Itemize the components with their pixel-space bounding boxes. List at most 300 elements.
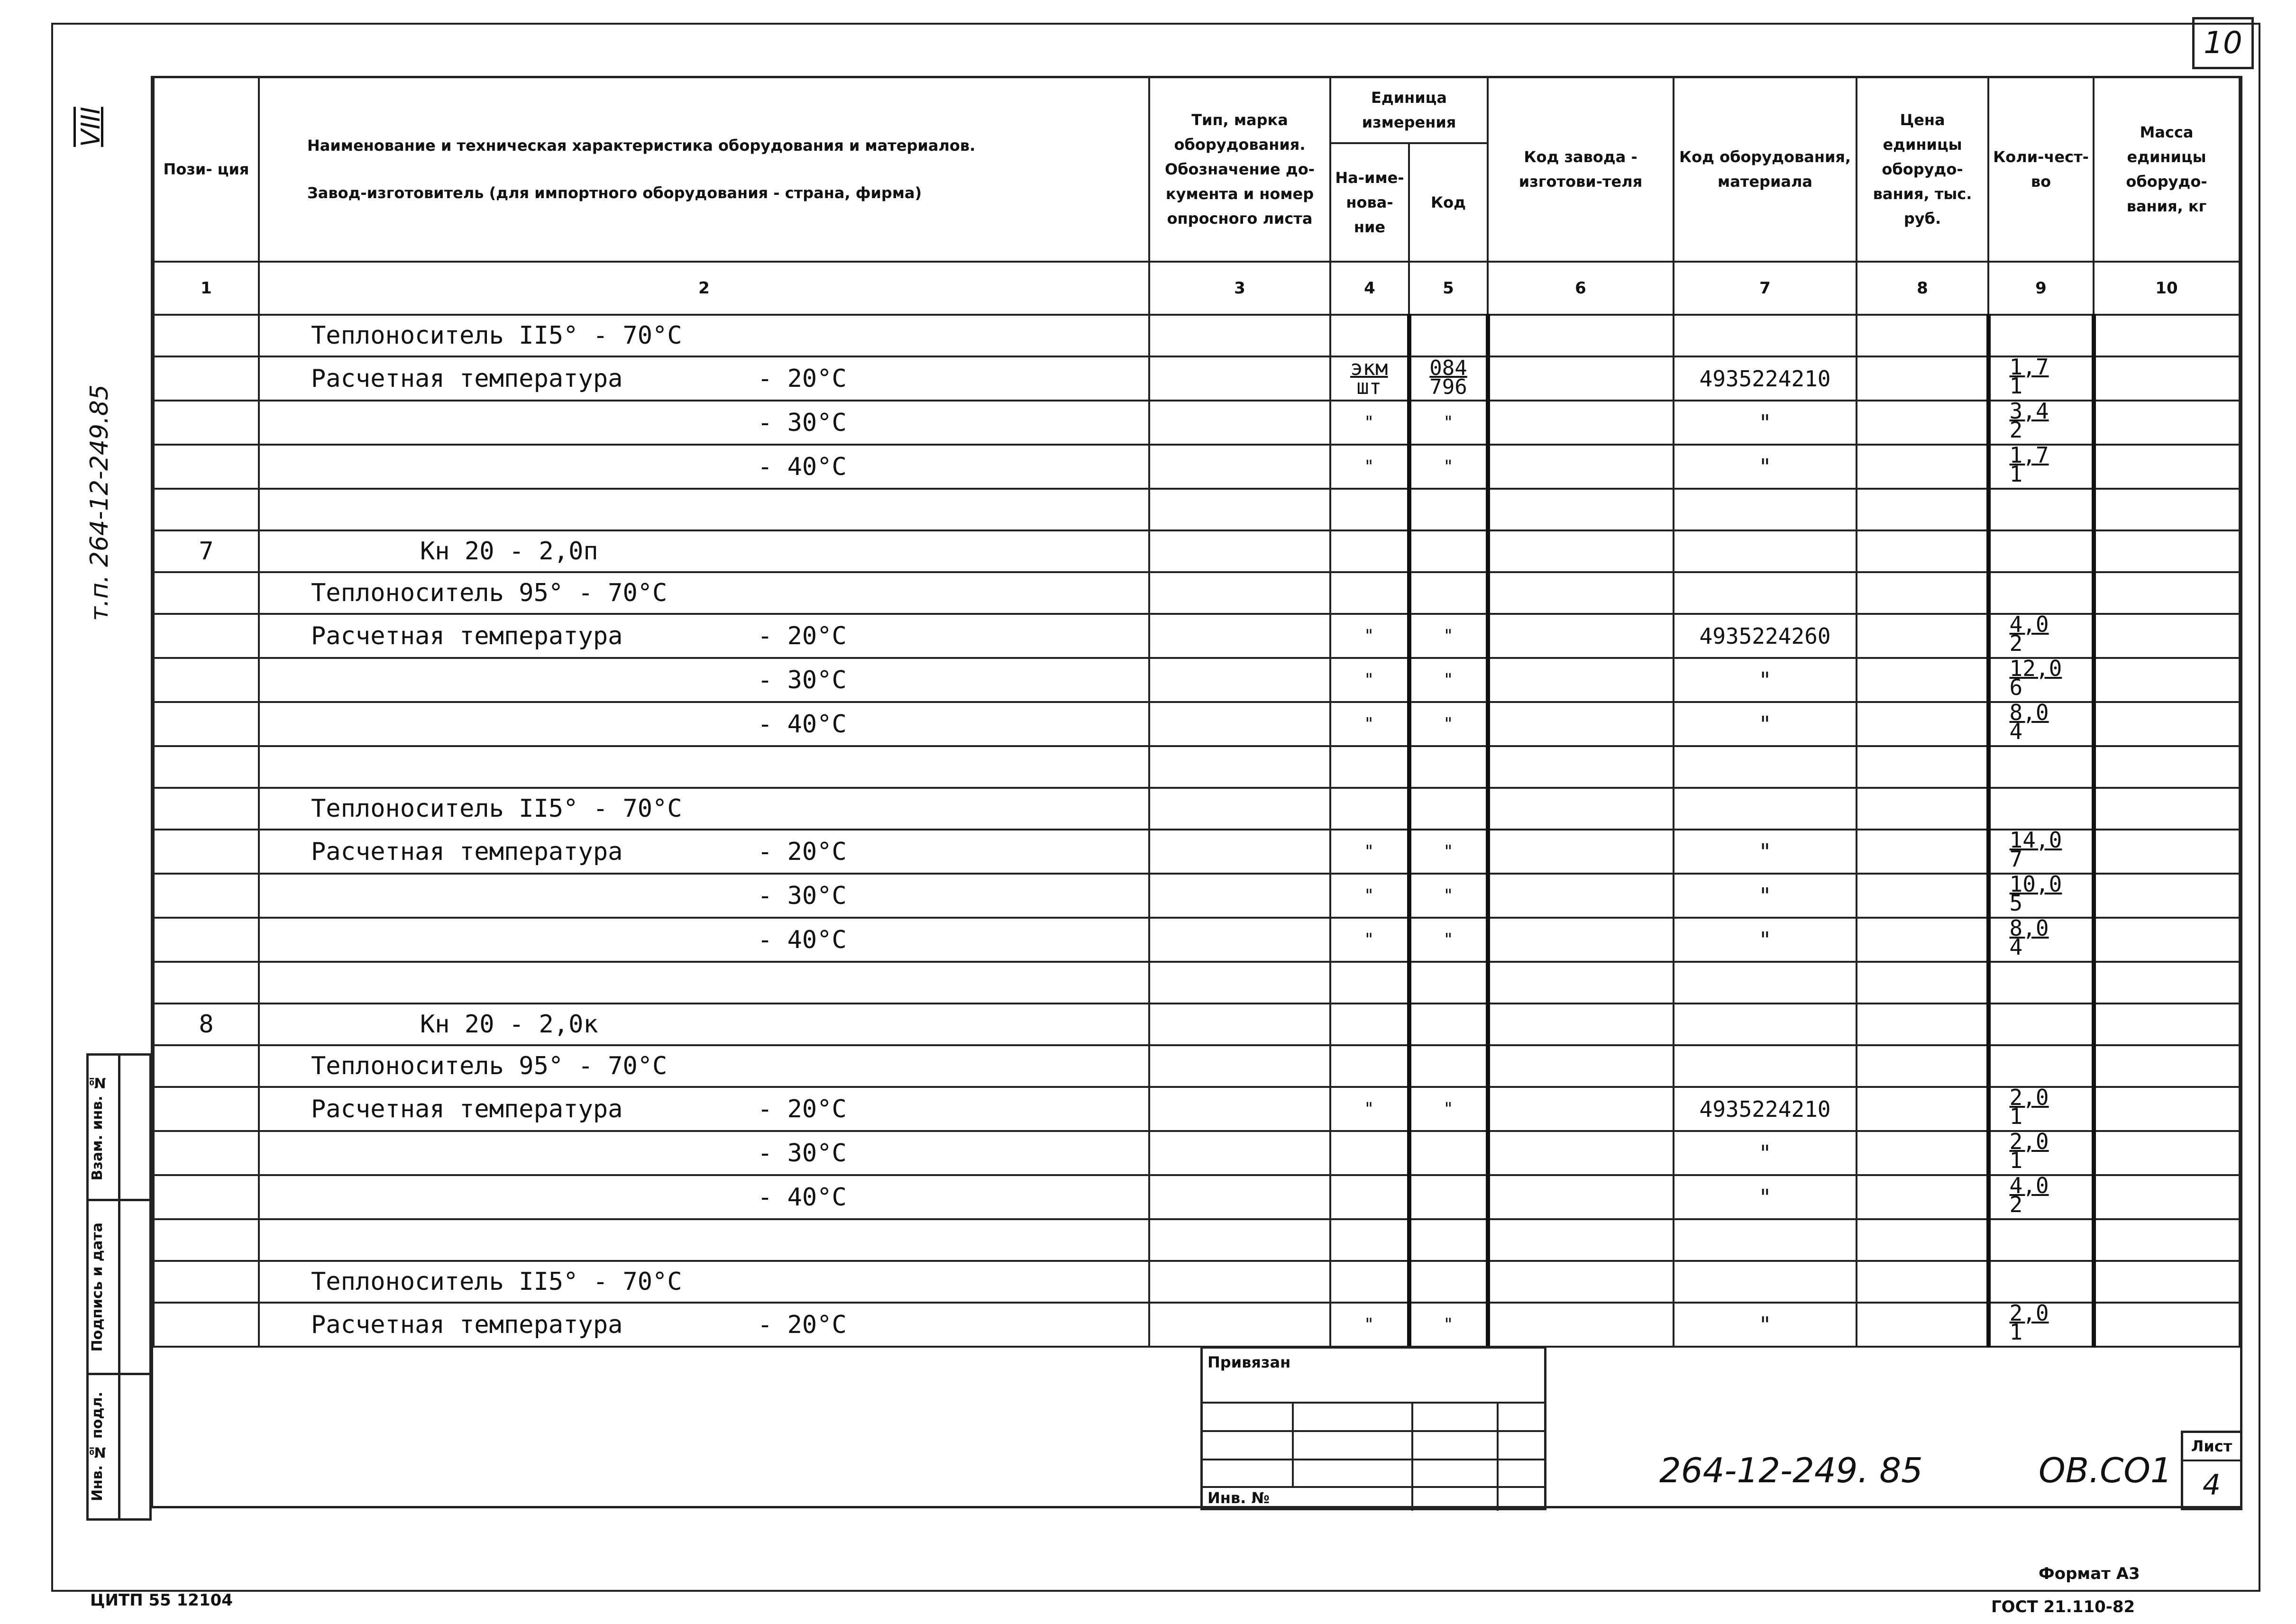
cell-unit-name (1330, 788, 1409, 830)
cell-position (154, 1045, 259, 1087)
inv-label: Инв. № (1207, 1489, 1270, 1507)
cell-price (1857, 746, 1988, 788)
cell-position (154, 1087, 259, 1131)
quantity-count: 4 (2009, 934, 2023, 960)
cell-position (154, 401, 259, 445)
header-mass: Масса единицы оборудо-вания, кг (2094, 77, 2240, 262)
code-bottom: 796 (1429, 375, 1467, 399)
name-text (264, 753, 311, 781)
temperature-text: - 40°C (758, 452, 847, 481)
cell-price (1857, 315, 1988, 356)
stamp-signature-date: Подпись и дата (89, 1222, 106, 1352)
cell-equipment-code: 4935224210 (1674, 1087, 1857, 1131)
cell-unit-code: " (1409, 918, 1488, 962)
quantity-count: 1 (2009, 461, 2023, 487)
name-text (264, 882, 311, 910)
col-num: 1 (154, 262, 259, 315)
cell-unit-name (1330, 1175, 1409, 1219)
cell-unit-code (1409, 315, 1488, 356)
cell-equipment-code: " (1674, 1175, 1857, 1219)
temperature-text: - 30°C (758, 1139, 847, 1168)
cell-plant-code (1488, 1261, 1674, 1303)
table-row (154, 918, 2240, 962)
cell-quantity (1988, 1303, 2094, 1347)
cell-plant-code (1488, 962, 1674, 1004)
quantity-total: 2,0 (2009, 1303, 2049, 1326)
cell-equipment-code: 4935224260 (1674, 614, 1857, 658)
table-row (154, 746, 2240, 788)
name-text (264, 968, 311, 997)
cell-type (1149, 572, 1330, 614)
cell-position (154, 830, 259, 874)
table-row (154, 1131, 2240, 1175)
quantity-total: 1,7 (2009, 445, 2049, 468)
table-row (154, 1175, 2240, 1219)
cell-plant-code (1488, 401, 1674, 445)
cell-plant-code (1488, 874, 1674, 918)
cell-mass (2094, 918, 2240, 962)
cell-unit-name: " (1330, 874, 1409, 918)
table-row (154, 445, 2240, 489)
cell-unit-name (1330, 746, 1409, 788)
cell-equipment-code (1674, 530, 1857, 572)
privyazan-label: Привязан (1207, 1353, 1291, 1371)
cell-name (259, 874, 1149, 918)
table-row (154, 401, 2240, 445)
cell-type (1149, 1131, 1330, 1175)
table-row (154, 530, 2240, 572)
cell-plant-code (1488, 658, 1674, 702)
table-row (154, 1045, 2240, 1087)
col-num: 5 (1409, 262, 1488, 315)
left-stamp (86, 1053, 152, 1521)
cell-position (154, 315, 259, 356)
specification-table (153, 76, 2241, 1348)
header-price: Цена единицы оборудо-вания, тыс. руб. (1857, 77, 1988, 262)
cell-name (259, 830, 1149, 874)
header-quantity: Коли-чест-во (1988, 77, 2094, 262)
cell-name (259, 788, 1149, 830)
cell-plant-code (1488, 445, 1674, 489)
cell-price (1857, 401, 1988, 445)
cell-name (259, 918, 1149, 962)
cell-equipment-code (1674, 962, 1857, 1004)
cell-mass (2094, 572, 2240, 614)
col-num: 8 (1857, 262, 1988, 315)
quantity-total: 4,0 (2009, 614, 2049, 637)
cell-type (1149, 702, 1330, 746)
cell-position: 7 (154, 530, 259, 572)
cell-plant-code (1488, 530, 1674, 572)
cell-type (1149, 1261, 1330, 1303)
quantity-count: 6 (2009, 675, 2023, 700)
temperature-text: - 40°C (758, 925, 847, 954)
cell-name (259, 315, 1149, 356)
quantity-total: 8,0 (2009, 918, 2049, 941)
quantity-count: 5 (2009, 890, 2023, 916)
cell-type (1149, 746, 1330, 788)
cell-mass (2094, 1045, 2240, 1087)
cell-type (1149, 1087, 1330, 1131)
quantity-count: 1 (2009, 1148, 2023, 1173)
cell-unit-code (1409, 1175, 1488, 1219)
cell-mass (2094, 1004, 2240, 1045)
cell-name (259, 445, 1149, 489)
header-equipment-code: Код оборудования, материала (1674, 77, 1857, 262)
cell-quantity (1988, 530, 2094, 572)
cell-type (1149, 1045, 1330, 1087)
cell-type (1149, 874, 1330, 918)
cell-quantity (1988, 401, 2094, 445)
cell-position (154, 614, 259, 658)
table-row (154, 1219, 2240, 1261)
cell-unit-name (1330, 1131, 1409, 1175)
cell-plant-code (1488, 1219, 1674, 1261)
name-text: Расчетная температура (311, 1095, 623, 1123)
temperature-text: - 30°C (758, 666, 847, 694)
cell-unit-code: " (1409, 702, 1488, 746)
cell-mass (2094, 702, 2240, 746)
cell-mass (2094, 356, 2240, 401)
cell-mass (2094, 489, 2240, 530)
name-text (264, 453, 311, 481)
quantity-count: 1 (2009, 1319, 2023, 1345)
cell-type (1149, 530, 1330, 572)
cell-price (1857, 1004, 1988, 1045)
temperature-text: - 20°C (758, 837, 847, 866)
gost-label: ГОСТ 21.110-82 (1991, 1597, 2135, 1616)
cell-type (1149, 1175, 1330, 1219)
cell-type (1149, 1004, 1330, 1045)
name-text (264, 710, 311, 739)
cell-quantity (1988, 614, 2094, 658)
cell-quantity (1988, 918, 2094, 962)
cell-quantity (1988, 1004, 2094, 1045)
cell-plant-code (1488, 1131, 1674, 1175)
quantity-total: 10,0 (2009, 874, 2062, 897)
name-text (264, 495, 311, 524)
cell-unit-code (1409, 746, 1488, 788)
cell-position (154, 1175, 259, 1219)
table-row (154, 658, 2240, 702)
cell-equipment-code (1674, 489, 1857, 530)
cell-unit-name: " (1330, 658, 1409, 702)
cell-position (154, 1219, 259, 1261)
cell-position: 8 (154, 1004, 259, 1045)
cell-unit-name (1330, 315, 1409, 356)
cell-quantity (1988, 315, 2094, 356)
cell-mass (2094, 315, 2240, 356)
col-num: 10 (2094, 262, 2240, 315)
cell-name (259, 962, 1149, 1004)
cell-unit-code: " (1409, 1087, 1488, 1131)
cell-mass (2094, 401, 2240, 445)
cell-name (259, 702, 1149, 746)
cell-quantity (1988, 1175, 2094, 1219)
cell-unit-code (1409, 530, 1488, 572)
cell-price (1857, 874, 1988, 918)
cell-quantity (1988, 1131, 2094, 1175)
code-top: 084 (1429, 356, 1467, 380)
name-text (264, 1226, 311, 1254)
cell-type (1149, 1219, 1330, 1261)
cell-unit-name (1330, 962, 1409, 1004)
cell-unit-name: " (1330, 1087, 1409, 1131)
temperature-text: - 20°C (758, 621, 847, 650)
table-row (154, 788, 2240, 830)
cell-plant-code (1488, 746, 1674, 788)
col-num: 9 (1988, 262, 2094, 315)
cell-type (1149, 788, 1330, 830)
cell-type (1149, 489, 1330, 530)
name-text: Кн 20 - 2,0к (420, 1010, 598, 1039)
cell-price (1857, 445, 1988, 489)
table-row (154, 1004, 2240, 1045)
cell-position (154, 702, 259, 746)
cell-name (259, 489, 1149, 530)
cell-price (1857, 572, 1988, 614)
cell-mass (2094, 1261, 2240, 1303)
cell-position (154, 445, 259, 489)
cell-mass (2094, 530, 2240, 572)
cell-name (259, 1219, 1149, 1261)
cell-equipment-code: " (1674, 658, 1857, 702)
cell-type (1149, 658, 1330, 702)
cell-mass (2094, 1219, 2240, 1261)
cell-price (1857, 1219, 1988, 1261)
cell-name (259, 530, 1149, 572)
cell-position (154, 356, 259, 401)
cell-quantity (1988, 962, 2094, 1004)
cell-equipment-code: " (1674, 918, 1857, 962)
cell-mass (2094, 445, 2240, 489)
temperature-text: - 30°C (758, 881, 847, 910)
cell-unit-code (1409, 1131, 1488, 1175)
name-text: Расчетная температура (311, 1310, 623, 1339)
cell-unit-name: " (1330, 1303, 1409, 1347)
cell-name (259, 356, 1149, 401)
cell-unit-name (1330, 572, 1409, 614)
name-text: Теплоноситель II5° - 70°C (311, 321, 682, 350)
unit-top: экм (1350, 356, 1388, 380)
cell-mass (2094, 1175, 2240, 1219)
name-text (264, 1183, 311, 1212)
temperature-text: - 40°C (758, 1183, 847, 1212)
cell-name (259, 1303, 1149, 1347)
cell-price (1857, 1087, 1988, 1131)
cell-mass (2094, 746, 2240, 788)
cell-type (1149, 918, 1330, 962)
cell-unit-code: " (1409, 658, 1488, 702)
cell-quantity (1988, 1087, 2094, 1131)
cell-unit-name (1330, 1045, 1409, 1087)
cell-price (1857, 962, 1988, 1004)
cell-equipment-code (1674, 788, 1857, 830)
cell-equipment-code: " (1674, 401, 1857, 445)
cell-equipment-code: " (1674, 830, 1857, 874)
document-suffix: ОВ.СО1 (2039, 1451, 2172, 1490)
cell-mass (2094, 874, 2240, 918)
sheet-box (2181, 1431, 2242, 1510)
name-text: Расчетная температура (311, 621, 623, 650)
cell-unit-name (1330, 356, 1409, 401)
quantity-count: 4 (2009, 719, 2023, 744)
sheet-number: 4 (2202, 1469, 2221, 1502)
name-text (264, 926, 311, 954)
cell-quantity (1988, 1219, 2094, 1261)
cell-name (259, 1004, 1149, 1045)
cell-equipment-code: " (1674, 1131, 1857, 1175)
cell-quantity (1988, 1045, 2094, 1087)
col-num: 2 (259, 262, 1149, 315)
cell-plant-code (1488, 356, 1674, 401)
quantity-total: 8,0 (2009, 702, 2049, 725)
name-text: Теплоноситель II5° - 70°C (311, 1268, 682, 1296)
cell-equipment-code (1674, 1261, 1857, 1303)
cell-quantity (1988, 746, 2094, 788)
cell-quantity (1988, 489, 2094, 530)
cell-price (1857, 1303, 1988, 1347)
header-type: Тип, марка оборудования. Обозначение до-кумента и номер опросного листа (1149, 77, 1330, 262)
header-unit: Единица измерения (1330, 77, 1488, 143)
cell-mass (2094, 962, 2240, 1004)
quantity-count: 2 (2009, 630, 2023, 656)
cell-plant-code (1488, 1303, 1674, 1347)
cell-name (259, 746, 1149, 788)
header-plant-code: Код завода - изготови-теля (1488, 77, 1674, 262)
cell-plant-code (1488, 918, 1674, 962)
quantity-total: 3,4 (2009, 401, 2049, 424)
col-num: 7 (1674, 262, 1857, 315)
cell-plant-code (1488, 1087, 1674, 1131)
cell-quantity (1988, 874, 2094, 918)
cell-unit-code: " (1409, 1303, 1488, 1347)
cell-equipment-code: " (1674, 1303, 1857, 1347)
cell-price (1857, 830, 1988, 874)
header-name: Наименование и техническая характеристика оборудования и материалов. Завод-изготовитель (для импортного оборудования - страна, фирма) (259, 77, 1149, 262)
unit-bottom: шт (1356, 375, 1382, 399)
cell-equipment-code (1674, 1219, 1857, 1261)
cell-position (154, 1303, 259, 1347)
privyazan-block (1200, 1346, 1546, 1510)
table-row (154, 1303, 2240, 1347)
cell-mass (2094, 788, 2240, 830)
quantity-total: 2,0 (2009, 1131, 2049, 1154)
name-text: Теплоноситель 95° - 70°C (311, 579, 668, 607)
quantity-total: 4,0 (2009, 1175, 2049, 1198)
document-code: 264-12-249. 85 (1659, 1451, 1923, 1490)
cell-unit-code: " (1409, 445, 1488, 489)
cell-unit-code: " (1409, 614, 1488, 658)
cell-unit-name (1330, 1261, 1409, 1303)
cell-price (1857, 356, 1988, 401)
cell-unit-code (1409, 1004, 1488, 1045)
cell-name (259, 1045, 1149, 1087)
cell-unit-name: " (1330, 401, 1409, 445)
cell-equipment-code: 4935224210 (1674, 356, 1857, 401)
cell-name (259, 1175, 1149, 1219)
cell-quantity (1988, 572, 2094, 614)
temperature-text: - 20°C (758, 1310, 847, 1339)
table-row (154, 1087, 2240, 1131)
cell-unit-code: " (1409, 830, 1488, 874)
cell-quantity (1988, 830, 2094, 874)
cell-equipment-code (1674, 572, 1857, 614)
name-text (264, 666, 311, 694)
cell-plant-code (1488, 1004, 1674, 1045)
cell-plant-code (1488, 572, 1674, 614)
cell-unit-name (1330, 489, 1409, 530)
cell-position (154, 918, 259, 962)
cell-position (154, 788, 259, 830)
cell-price (1857, 489, 1988, 530)
cell-position (154, 572, 259, 614)
temperature-text: - 20°C (758, 364, 847, 393)
name-text: Расчетная температура (311, 364, 623, 393)
table-row (154, 874, 2240, 918)
cell-price (1857, 614, 1988, 658)
quantity-count: 1 (2009, 1104, 2023, 1129)
name-text: Теплоноситель II5° - 70°C (311, 794, 682, 823)
cell-equipment-code (1674, 1004, 1857, 1045)
cell-type (1149, 356, 1330, 401)
cell-name (259, 401, 1149, 445)
cell-unit-name: " (1330, 702, 1409, 746)
table-row (154, 1261, 2240, 1303)
cell-type (1149, 315, 1330, 356)
cell-type (1149, 445, 1330, 489)
format-label: Формат А3 (2039, 1564, 2140, 1583)
cell-unit-code (1409, 1045, 1488, 1087)
cell-position (154, 1131, 259, 1175)
cell-type (1149, 830, 1330, 874)
cell-position (154, 746, 259, 788)
cell-price (1857, 788, 1988, 830)
cell-position (154, 658, 259, 702)
quantity-total: 2,0 (2009, 1087, 2049, 1110)
cell-position (154, 489, 259, 530)
cell-quantity (1988, 356, 2094, 401)
side-roman: VIII (76, 107, 106, 147)
table-row (154, 315, 2240, 356)
quantity-total: 12,0 (2009, 658, 2062, 681)
cell-unit-code (1409, 1261, 1488, 1303)
cell-type (1149, 1303, 1330, 1347)
cell-plant-code (1488, 1045, 1674, 1087)
cell-quantity (1988, 445, 2094, 489)
quantity-count: 2 (2009, 1192, 2023, 1217)
cell-price (1857, 1261, 1988, 1303)
cell-unit-code: " (1409, 874, 1488, 918)
cell-name (259, 572, 1149, 614)
cell-equipment-code: " (1674, 874, 1857, 918)
cell-name (259, 1261, 1149, 1303)
cell-price (1857, 702, 1988, 746)
cell-plant-code (1488, 1175, 1674, 1219)
header-position: Пози- ция (154, 77, 259, 262)
corner-sheet-number: 10 (2192, 17, 2254, 69)
table-row (154, 356, 2240, 401)
cell-name (259, 1131, 1149, 1175)
table-row (154, 702, 2240, 746)
stamp-replace-inv: Взам. инв. № (89, 1074, 106, 1181)
quantity-count: 7 (2009, 846, 2023, 872)
cell-unit-code (1409, 489, 1488, 530)
cell-plant-code (1488, 614, 1674, 658)
quantity-count: 2 (2009, 417, 2023, 443)
table-row (154, 614, 2240, 658)
temperature-text: - 40°C (758, 710, 847, 739)
